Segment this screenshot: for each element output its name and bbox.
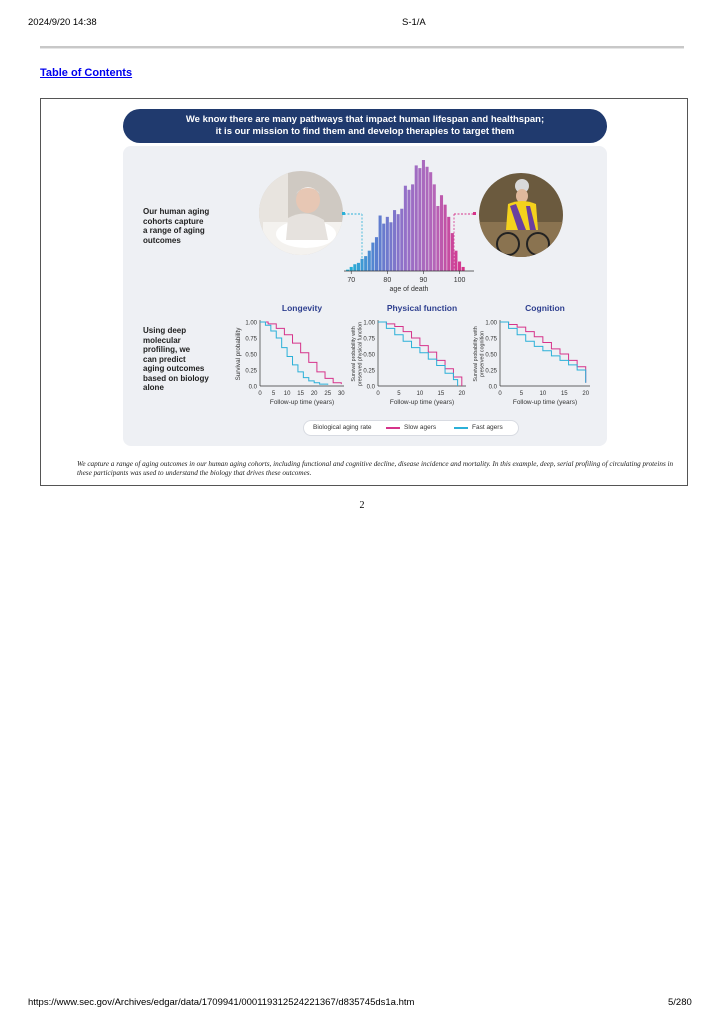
banner-line-2: it is our mission to find them and develop therapies to target them bbox=[215, 126, 515, 137]
x-tick-label: 0 bbox=[498, 391, 502, 397]
table-of-contents-link[interactable]: Table of Contents bbox=[40, 67, 133, 79]
figure-banner bbox=[123, 109, 607, 143]
y-tick-label: 0.75 bbox=[363, 336, 375, 343]
histogram-bar bbox=[454, 251, 457, 271]
slow-agers-line bbox=[378, 322, 462, 386]
header-datetime: 2024/9/20 14:38 bbox=[28, 17, 97, 28]
x-tick-label: 5 bbox=[271, 391, 276, 397]
cohort-text-line: cohorts capture bbox=[143, 216, 204, 226]
histogram-bar bbox=[407, 190, 410, 271]
physical-function-chart bbox=[346, 300, 472, 416]
x-axis-label: Follow-up time (years) bbox=[269, 399, 335, 406]
histogram-tick-label: 70 bbox=[347, 277, 356, 284]
x-tick-label: 10 bbox=[416, 391, 424, 397]
fast-legend-swatch bbox=[454, 427, 468, 429]
x-tick-label: 30 bbox=[337, 391, 345, 397]
chart-title: Longevity bbox=[281, 303, 323, 313]
legend-box bbox=[303, 420, 519, 436]
histogram-bar bbox=[447, 217, 450, 271]
histogram-bar bbox=[361, 259, 364, 271]
y-tick-label: 0.25 bbox=[363, 368, 375, 375]
y-tick-label: 0.50 bbox=[485, 352, 497, 359]
histogram-bar bbox=[462, 267, 465, 271]
fast-agers-line bbox=[260, 322, 328, 385]
histogram-bar bbox=[451, 233, 454, 271]
histogram-bar bbox=[404, 186, 407, 271]
histogram-bar bbox=[389, 222, 392, 271]
histogram-bar bbox=[364, 256, 367, 271]
histogram-bar bbox=[386, 217, 389, 271]
histogram-tick-label: 80 bbox=[383, 277, 392, 284]
y-tick-label: 0.0 bbox=[366, 384, 375, 391]
histogram-bar bbox=[350, 267, 353, 271]
predict-text-line: based on biology bbox=[143, 373, 209, 383]
histogram-xlabel: age of death bbox=[389, 286, 429, 293]
histogram-bar bbox=[368, 251, 371, 271]
histogram-bar bbox=[411, 184, 414, 271]
histogram-bar bbox=[422, 160, 425, 271]
longevity-chart bbox=[228, 300, 350, 416]
legend-fast: Fast agers bbox=[472, 424, 503, 431]
histogram-bar bbox=[379, 216, 382, 272]
cohort-text-line: outcomes bbox=[143, 235, 181, 245]
y-tick-label: 1.00 bbox=[245, 320, 257, 327]
histogram-bar bbox=[397, 214, 400, 271]
y-axis-label: Survival probability with bbox=[473, 326, 479, 382]
histogram-bar bbox=[353, 264, 356, 271]
x-tick-label: 25 bbox=[324, 391, 332, 397]
footer-url: https://www.sec.gov/Archives/edgar/data/1709941/000119312524221367/d835745ds1a.htm bbox=[28, 997, 415, 1008]
hist-marker-right-dot bbox=[473, 212, 476, 215]
predict-text bbox=[143, 326, 209, 393]
slow-legend-swatch bbox=[386, 427, 400, 429]
x-tick-label: 20 bbox=[582, 391, 590, 397]
x-tick-label: 15 bbox=[560, 391, 568, 397]
y-tick-label: 0.25 bbox=[485, 368, 497, 375]
x-tick-label: 10 bbox=[539, 391, 547, 397]
y-tick-label: 0.75 bbox=[245, 336, 257, 343]
y-tick-label: 0.25 bbox=[245, 368, 257, 375]
histogram-tick-label: 90 bbox=[419, 277, 428, 284]
hist-marker-left-dot bbox=[342, 212, 345, 215]
x-tick-label: 15 bbox=[297, 391, 304, 397]
histogram-bar bbox=[393, 210, 396, 271]
predict-text-line: molecular bbox=[143, 335, 181, 345]
histogram-bar bbox=[357, 263, 360, 271]
x-tick-label: 0 bbox=[258, 391, 262, 397]
x-tick-label: 10 bbox=[283, 391, 291, 397]
y-tick-label: 0.0 bbox=[248, 384, 257, 391]
histogram-bar bbox=[400, 209, 403, 271]
y-tick-label: 0.75 bbox=[485, 336, 497, 343]
histogram-bar bbox=[436, 206, 439, 271]
fast-agers-line bbox=[378, 322, 458, 386]
y-tick-label: 0.50 bbox=[245, 352, 257, 359]
footer-page-of: 5/280 bbox=[668, 997, 692, 1008]
x-axis-label: Follow-up time (years) bbox=[512, 399, 578, 406]
predict-text-line: profiling, we bbox=[143, 345, 191, 354]
histogram-bar bbox=[375, 237, 378, 271]
histogram-bar bbox=[415, 165, 418, 271]
x-tick-label: 20 bbox=[458, 391, 466, 397]
x-tick-label: 20 bbox=[310, 391, 318, 397]
predict-text-line: can predict bbox=[143, 354, 186, 364]
chart-title: Physical function bbox=[386, 303, 458, 313]
predict-text-line: Using deep bbox=[143, 326, 187, 335]
y-axis-label: Survival probability with bbox=[351, 326, 357, 382]
slow-agers-line bbox=[500, 322, 586, 383]
histogram-bar bbox=[458, 262, 461, 271]
y-tick-label: 0.50 bbox=[363, 352, 375, 359]
banner-line-1: We know there are many pathways that impact human lifespan and healthspan; bbox=[185, 114, 545, 125]
x-tick-label: 0 bbox=[376, 391, 380, 397]
histogram-bar bbox=[429, 172, 432, 271]
cohort-text-line: a range of aging bbox=[143, 226, 205, 235]
cohort-text bbox=[143, 207, 209, 245]
histogram-bar bbox=[371, 243, 374, 271]
histogram-bar bbox=[444, 205, 447, 271]
cohort-text-line: Our human aging bbox=[143, 207, 210, 216]
legend-title: Biological aging rate bbox=[313, 424, 372, 431]
y-tick-label: 1.00 bbox=[363, 320, 375, 327]
histogram-tick-label: 100 bbox=[453, 277, 466, 284]
predict-text-line: aging outcomes bbox=[143, 364, 205, 373]
header-form: S-1/A bbox=[402, 17, 426, 28]
histogram-bar bbox=[426, 167, 429, 271]
y-axis-label: preserved physical function bbox=[357, 321, 364, 387]
age-of-death-histogram bbox=[330, 150, 490, 298]
figure-caption: We capture a range of aging outcomes in our human aging cohorts, including functional and cognitive decline, disease incidence and mortality. In this example, deep, serial profiling of circulating proteins in these participants was used to understand the biology that drives these outcomes. bbox=[77, 460, 674, 477]
histogram-bar bbox=[440, 195, 443, 271]
histogram-bar bbox=[418, 168, 421, 271]
x-tick-label: 5 bbox=[397, 391, 401, 397]
cyclist-photo bbox=[478, 172, 564, 258]
y-axis-label: Survival probability bbox=[235, 327, 242, 381]
x-axis-label: Follow-up time (years) bbox=[389, 399, 455, 406]
x-tick-label: 5 bbox=[519, 391, 524, 397]
x-tick-label: 15 bbox=[437, 391, 445, 397]
histogram-bar bbox=[433, 184, 436, 271]
cognition-chart bbox=[468, 300, 596, 416]
page-number: 2 bbox=[359, 500, 365, 511]
chart-title: Cognition bbox=[525, 303, 565, 313]
y-tick-label: 0.0 bbox=[488, 384, 497, 391]
horizontal-rule bbox=[40, 46, 684, 49]
histogram-bar bbox=[382, 224, 385, 271]
legend-slow: Slow agers bbox=[404, 424, 437, 431]
fast-agers-line bbox=[500, 322, 586, 383]
y-tick-label: 1.00 bbox=[485, 320, 497, 327]
predict-text-line: alone bbox=[143, 383, 164, 392]
y-axis-label: preserved cognition bbox=[479, 330, 486, 378]
